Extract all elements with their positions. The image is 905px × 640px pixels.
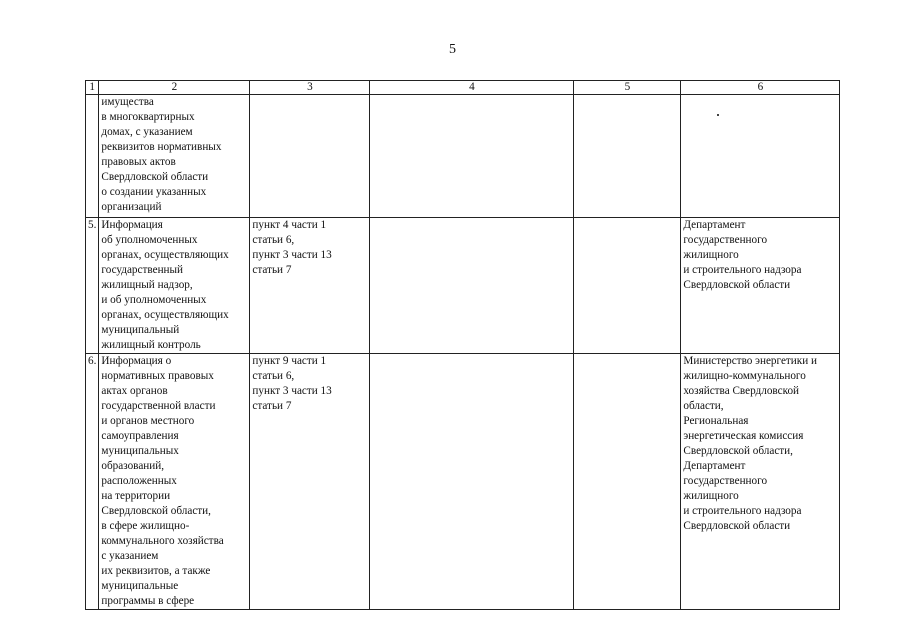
- page-number: 5: [449, 42, 456, 57]
- column-4-cell: [370, 95, 574, 218]
- cell-text-line: муниципальных: [101, 445, 179, 457]
- cell-text-line: Свердловской области,: [101, 505, 211, 517]
- cell-text-line: жилищного: [683, 249, 739, 261]
- cell-text-line: и строительного надзора: [683, 264, 802, 276]
- cell-text-line: Свердловской области: [683, 279, 791, 291]
- column-header-4: 4: [370, 81, 574, 95]
- cell-text-line: на территории: [101, 490, 171, 502]
- cell-text-line: жилищно-коммунального: [683, 370, 806, 382]
- cell-text-line: органах, осуществляющих: [101, 249, 229, 261]
- cell-text-line: Департамент: [683, 460, 746, 472]
- scan-speck: [717, 114, 719, 116]
- cell-text-line: организаций: [101, 201, 162, 213]
- cell-text-line: статьи 6,: [252, 234, 295, 246]
- cell-text-line: расположенных: [101, 475, 177, 487]
- cell-text-line: Департамент: [683, 219, 746, 231]
- legal-basis-cell: [250, 95, 370, 218]
- responsible-body-cell: [681, 95, 840, 218]
- cell-text-line: Свердловской области,: [683, 445, 793, 457]
- cell-text-line: государственной власти: [101, 400, 216, 412]
- cell-text-line: пункт 3 части 13: [252, 249, 332, 261]
- row-number-cell: [86, 95, 99, 218]
- cell-text-line: муниципальные: [101, 580, 179, 592]
- table-body: [86, 81, 840, 610]
- cell-text-line: статьи 6,: [252, 370, 295, 382]
- cell-text-line: муниципальный: [101, 324, 180, 336]
- cell-text-line: актах органов: [101, 385, 168, 397]
- cell-text-line: программы в сфере: [101, 595, 195, 607]
- cell-text-line: и органов местного: [101, 415, 195, 427]
- cell-text-line: в сфере жилищно-: [101, 520, 190, 532]
- column-5-cell: [574, 354, 681, 610]
- header-row: [86, 81, 840, 95]
- cell-text-line: государственный: [101, 264, 184, 276]
- information-cell: [99, 218, 250, 354]
- cell-text-line: государственного: [683, 475, 768, 487]
- legal-basis-cell: [250, 218, 370, 354]
- cell-text-line: правовых актов: [101, 156, 176, 168]
- cell-text-line: жилищного: [683, 490, 739, 502]
- cell-text-line: Региональная: [683, 415, 749, 427]
- cell-text-line: образований,: [101, 460, 165, 472]
- cell-text-line: пункт 9 части 1: [252, 355, 327, 367]
- cell-text-line: и об уполномоченных: [101, 294, 207, 306]
- column-header-5: 5: [574, 81, 681, 95]
- cell-text-line: в многоквартирных: [101, 111, 195, 123]
- cell-text-line: жилищный контроль: [101, 339, 201, 351]
- information-cell: [99, 354, 250, 610]
- cell-text-line: пункт 3 части 13: [252, 385, 332, 397]
- cell-text-line: коммунального хозяйства: [101, 535, 224, 547]
- information-cell: [99, 95, 250, 218]
- cell-text-line: их реквизитов, а также: [101, 565, 211, 577]
- cell-text-line: жилищный надзор,: [101, 279, 193, 291]
- cell-text-line: хозяйства Свердловской: [683, 385, 800, 397]
- responsible-body-cell: [681, 354, 840, 610]
- cell-text-line: Свердловской области: [683, 520, 791, 532]
- cell-text-line: реквизитов нормативных: [101, 141, 222, 153]
- column-header-1: 1: [86, 81, 99, 95]
- column-header-6: 6: [681, 81, 840, 95]
- column-5-cell: [574, 218, 681, 354]
- cell-text-line: домах, с указанием: [101, 126, 193, 138]
- cell-text-line: об уполномоченных: [101, 234, 198, 246]
- cell-text-line: и строительного надзора: [683, 505, 802, 517]
- column-4-cell: [370, 354, 574, 610]
- cell-text-line: о создании указанных: [101, 186, 207, 198]
- column-header-2: 2: [99, 81, 250, 95]
- column-5-cell: [574, 95, 681, 218]
- cell-text-line: пункт 4 части 1: [252, 219, 327, 231]
- cell-text-line: области,: [683, 400, 724, 412]
- registry-table: [85, 80, 840, 610]
- cell-text-line: статьи 7: [252, 400, 292, 412]
- column-4-cell: [370, 218, 574, 354]
- table-row: [86, 218, 840, 354]
- cell-text-line: с указанием: [101, 550, 159, 562]
- cell-text-line: Информация о: [101, 355, 172, 367]
- cell-text-line: имущества: [101, 96, 154, 108]
- cell-text-line: Информация: [101, 219, 163, 231]
- legal-basis-cell: [250, 354, 370, 610]
- cell-text-line: статьи 7: [252, 264, 292, 276]
- cell-text-line: Свердловской области: [101, 171, 209, 183]
- row-number-cell: 5.: [86, 218, 99, 354]
- cell-text-line: нормативных правовых: [101, 370, 214, 382]
- cell-text-line: энергетическая комиссия: [683, 430, 804, 442]
- column-header-3: 3: [250, 81, 370, 95]
- cell-text-line: государственного: [683, 234, 768, 246]
- responsible-body-cell: [681, 218, 840, 354]
- cell-text-line: органах, осуществляющих: [101, 309, 229, 321]
- table-row: [86, 354, 840, 610]
- cell-text-line: Министерство энергетики и: [683, 355, 818, 367]
- row-number-cell: 6.: [86, 354, 99, 610]
- table-row: [86, 95, 840, 218]
- cell-text-line: самоуправления: [101, 430, 179, 442]
